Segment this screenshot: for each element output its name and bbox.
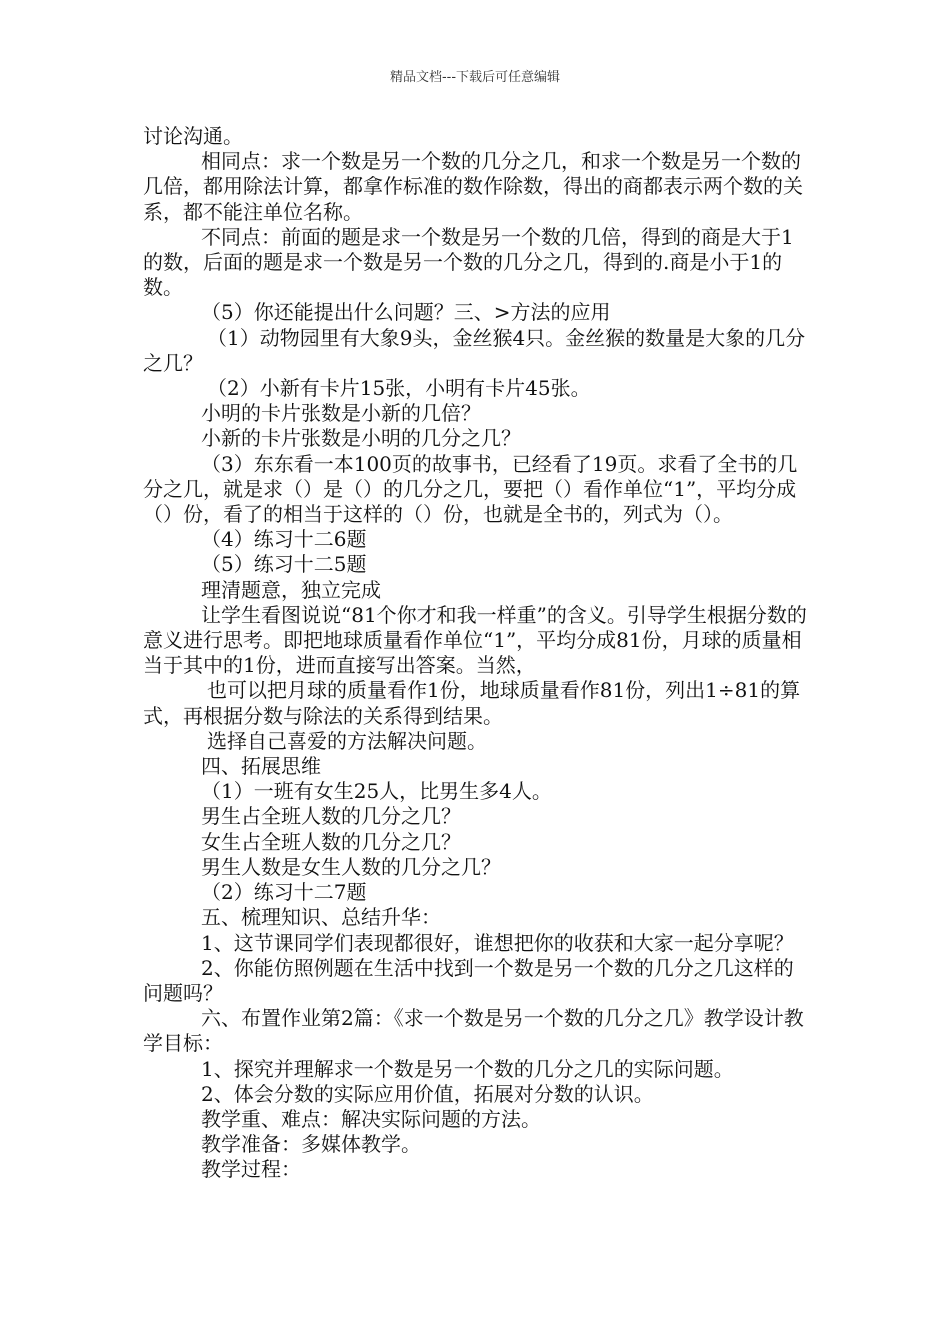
paragraph: （2）练习十二7题 [201,880,367,905]
paragraph: 小新的卡片张数是小明的几分之几？ [201,426,521,451]
page-header: 精品文档---下载后可任意编辑 [389,70,561,85]
paragraph: 1、探究并理解求一个数是另一个数的几分之几的实际问题。 [201,1056,734,1081]
paragraph: 男生人数是女生人数的几分之几？ [201,854,501,879]
paragraph: 五、梳理知识、总结升华： [201,905,441,930]
paragraph: （5）你还能提出什么问题？三、>方法的应用 [201,300,611,325]
paragraph: 让学生看图说说“81个你才和我一样重”的含义。引导学生根据分数的意义进行思考。即把地球质量看作单位“1”，平均分成81份，月球的质量相当于其中的1份，进而直接写出答案。当然， [143,602,807,678]
paragraph: 教学过程： [201,1157,301,1182]
paragraph: 讨论沟通。 [143,124,243,148]
paragraph: （5）练习十二5题 [201,552,367,577]
paragraph: 六、布置作业第2篇：《求一个数是另一个数的几分之几》教学设计教学目标： [143,1006,804,1056]
paragraph: （4）练习十二6题 [201,527,367,552]
paragraph: 不同点：前面的题是求一个数是另一个数的几倍，得到的商是大于1的数，后面的题是求一个数是另一个数的几分之几，得到的.商是小于1的数。 [143,224,794,300]
document-body [143,124,811,1183]
paragraph: （1）动物园里有大象9头，金丝猴4只。金丝猴的数量是大象的几分之几？ [143,325,806,375]
paragraph: 也可以把月球的质量看作1份，地球质量看作81份，列出1÷81的算式，再根据分数与除法的关系得到结果。 [143,678,801,728]
paragraph: 理清题意，独立完成 [201,577,381,602]
paragraph: （3）东东看一本100页的故事书，已经看了19页。求看了全书的几分之几，就是求（）是（）的几分之几，要把（）看作单位“1”，平均分成（）份，看了的相当于这样的（）份，也就是全书的，列式为（）。 [143,451,798,527]
paragraph: 教学重、难点：解决实际问题的方法。 [201,1106,541,1131]
paragraph: 女生占全班人数的几分之几？ [201,829,461,854]
paragraph: 1、这节课同学们表现都很好，谁想把你的收获和大家一起分享呢？ [201,930,794,955]
paragraph: （1）一班有女生25人，比男生多4人。 [201,779,552,804]
paragraph: （2）小新有卡片15张，小明有卡片45张。 [207,376,591,401]
paragraph: 2、你能仿照例题在生活中找到一个数是另一个数的几分之几这样的问题吗？ [143,955,794,1005]
paragraph: 相同点：求一个数是另一个数的几分之几，和求一个数是另一个数的几倍，都用除法计算，都拿作标准的数作除数，得出的商都表示两个数的关系，都不能注单位名称。 [143,149,803,224]
paragraph: 教学准备：多媒体教学。 [201,1132,421,1157]
paragraph: 选择自己喜爱的方法解决问题。 [207,728,487,753]
paragraph: 小明的卡片张数是小新的几倍？ [201,401,481,426]
paragraph: 男生占全班人数的几分之几？ [201,804,461,829]
paragraph: 2、体会分数的实际应用价值，拓展对分数的认识。 [201,1081,654,1106]
paragraph: 四、拓展思维 [201,754,321,779]
